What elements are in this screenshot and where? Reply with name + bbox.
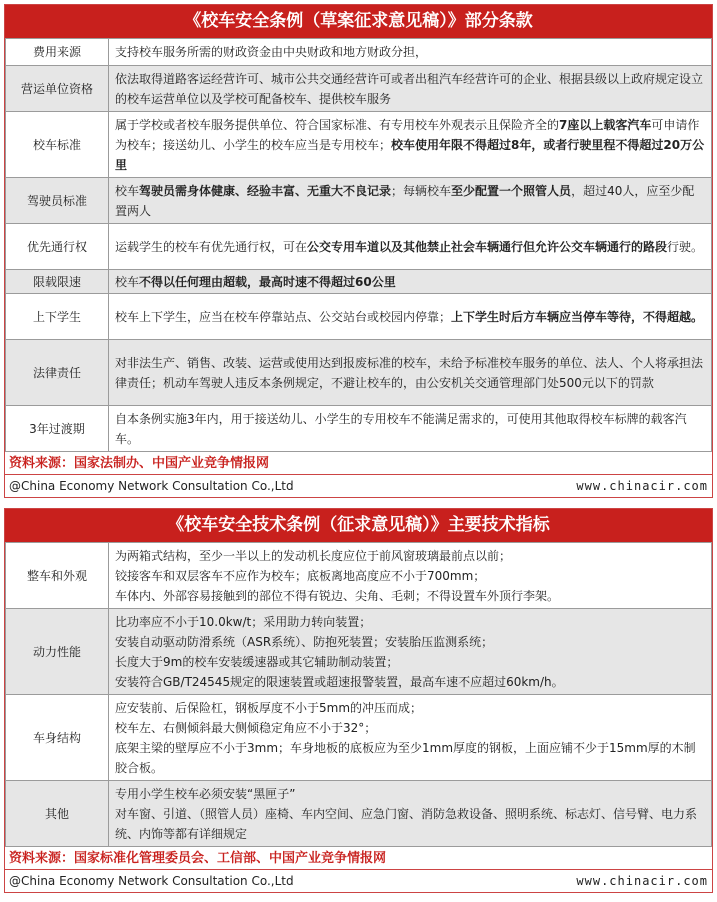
row-key: 车身结构 [6,695,109,781]
website-url: www.chinacir.com [576,874,708,888]
table-row [6,406,712,452]
footer [5,474,712,497]
row-value: 属于学校或者校车服务提供单位、符合国家标准、有专用校车外观表示且保险齐全的7座以上载客汽车可申请作为校车；接送幼儿、小学生的校车应当是专用校车；校车使用年限不得超过8年，或者行驶里程不得超过20万公里 [109,112,712,178]
row-key: 其他 [6,781,109,847]
table-row [6,112,712,178]
row-key: 3年过渡期 [6,406,109,452]
table-row [6,294,712,340]
row-value: 应安装前、后保险杠，钢板厚度不小于5mm的冲压而成； 校车左、右侧倾斜最大侧倾稳定角应不小于32°； 底架主梁的壁厚应不小于3mm；车身地板的底板应为至少1mm厚度的钢板，上面应铺不少于15mm厚的木制胶合板。 [109,695,712,781]
copyright: @China Economy Network Consultation Co.,Ltd [9,479,294,493]
source-note: 资料来源：国家标准化管理委员会、工信部、中国产业竞争情报网 [9,851,387,866]
table-row [6,178,712,224]
table-row [6,609,712,695]
row-value: 对非法生产、销售、改装、运营或使用达到报废标准的校车，未给予标准校车服务的单位、法人、个人将承担法律责任；机动车驾驶人违反本条例规定，不避让校车的，由公安机关交通管理部门处500元以下的罚款 [109,340,712,406]
footer [5,869,712,892]
row-key: 优先通行权 [6,224,109,270]
table-row [6,695,712,781]
regulation-panel [4,4,713,498]
website-url: www.chinacir.com [576,479,708,493]
table-row [6,39,712,66]
row-value: 校车不得以任何理由超载，最高时速不得超过60公里 [109,270,712,294]
row-key: 营运单位资格 [6,66,109,112]
row-key: 驾驶员标准 [6,178,109,224]
source-note: 资料来源：国家法制办、中国产业竞争情报网 [9,456,270,471]
row-value: 运载学生的校车有优先通行权，可在公交专用车道以及其他禁止社会车辆通行但允许公交车辆通行的路段行驶。 [109,224,712,270]
row-key: 动力性能 [6,609,109,695]
row-value: 比功率应不小于10.0kw/t；采用助力转向装置； 安装自动驱动防滑系统（ASR系统）、防抱死装置；安装胎压监测系统； 长度大于9m的校车安装缓速器或其它辅助制动装置； 安装符合GB/T24545规定的限速装置或超速报警装置，最高车速不应超过60km/h。 [109,609,712,695]
row-key: 上下学生 [6,294,109,340]
table-row [6,781,712,847]
row-key: 校车标准 [6,112,109,178]
table-row [6,224,712,270]
row-key: 法律责任 [6,340,109,406]
technical-panel [4,508,713,893]
row-key: 整车和外观 [6,543,109,609]
table-row [6,543,712,609]
table-row [6,66,712,112]
panel-title: 《校车安全条例（草案征求意见稿）》部分条款 [5,5,712,38]
copyright: @China Economy Network Consultation Co.,Ltd [9,874,294,888]
row-value: 依法取得道路客运经营许可、城市公共交通经营许可或者出租汽车经营许可的企业、根据县级以上政府规定设立的校车运营单位以及学校可配备校车、提供校车服务 [109,66,712,112]
row-value: 专用小学生校车必须安装“黑匣子” 对车窗、引道、（照管人员）座椅、车内空间、应急门窗、消防急救设备、照明系统、标志灯、信号臂、电力系统、内饰等都有详细规定 [109,781,712,847]
row-value: 自本条例实施3年内，用于接送幼儿、小学生的专用校车不能满足需求的，可使用其他取得校车标牌的载客汽车。 [109,406,712,452]
row-key: 限载限速 [6,270,109,294]
row-value: 校车上下学生，应当在校车停靠站点、公交站台或校园内停靠；上下学生时后方车辆应当停车等待，不得超越。 [109,294,712,340]
clauses-table [5,38,712,452]
table-row [6,340,712,406]
row-value: 为两箱式结构，至少一半以上的发动机长度应位于前风窗玻璃最前点以前； 铰接客车和双层客车不应作为校车；底板离地高度应不小于700mm； 车体内、外部容易接触到的部位不得有锐边、尖角、毛刺；不得设置车外顶行李架。 [109,543,712,609]
row-key: 费用来源 [6,39,109,66]
table-row [6,270,712,294]
row-value: 校车驾驶员需身体健康、经验丰富、无重大不良记录；每辆校车至少配置一个照管人员，超过40人，应至少配置两人 [109,178,712,224]
row-value: 支持校车服务所需的财政资金由中央财政和地方财政分担， [109,39,712,66]
specs-table [5,542,712,847]
panel-title: 《校车安全技术条例（征求意见稿）》主要技术指标 [5,509,712,542]
